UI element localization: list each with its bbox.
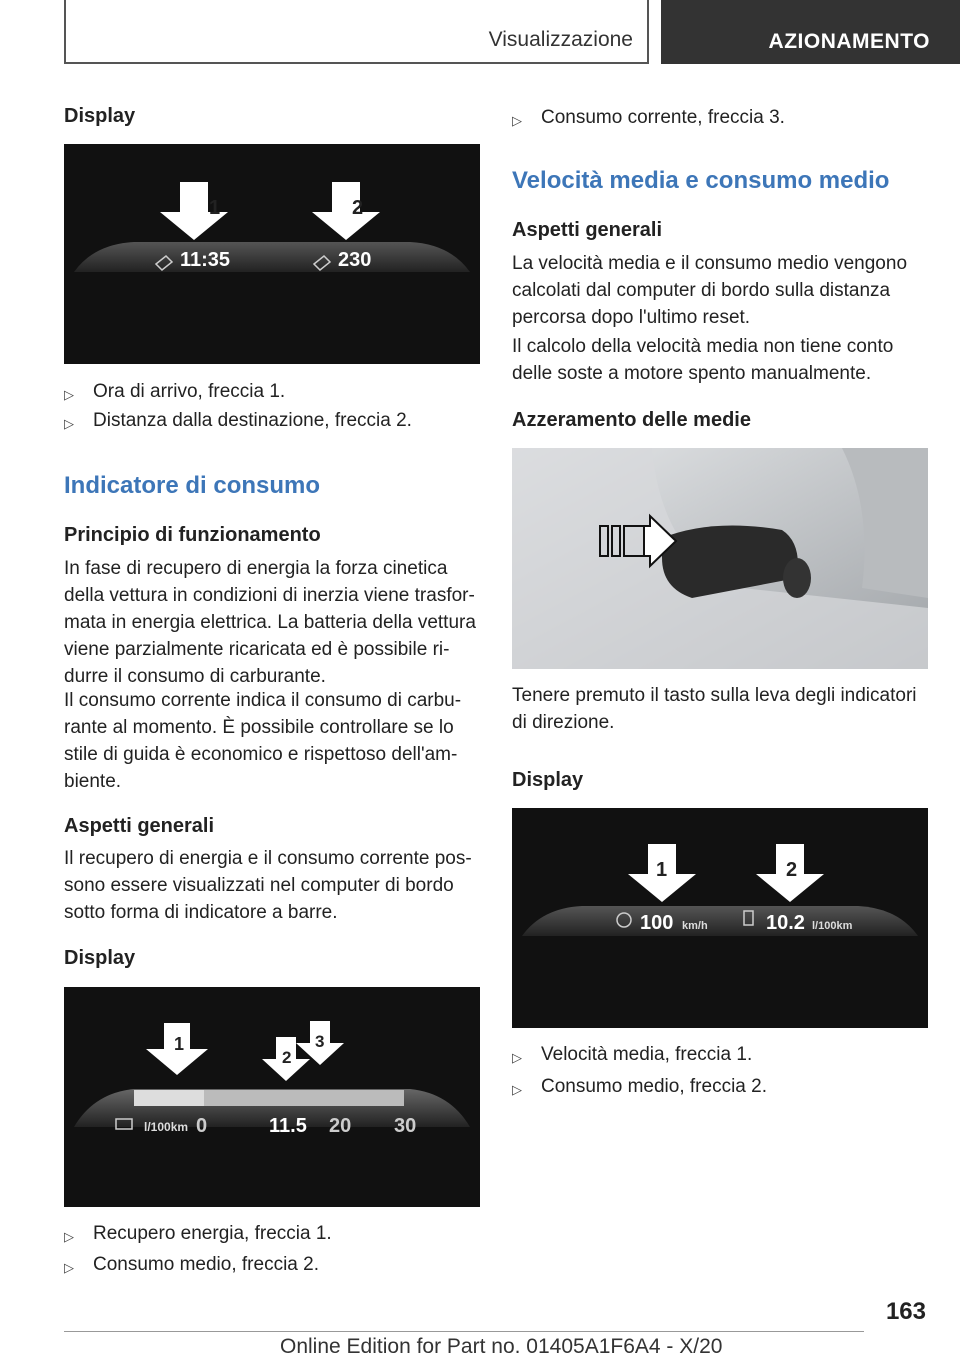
consumption-unit: l/100km (812, 920, 853, 932)
footer-edition: Online Edition for Part no. 01405A1F6A4 - X/20 (280, 1335, 723, 1358)
lever-image (512, 448, 928, 669)
triangle-bullet-icon: ▷ (512, 1050, 522, 1065)
subsection-title: Aspetti generali (512, 219, 663, 241)
speed-unit: km/h (682, 920, 708, 932)
arrow-label-1: 1 (174, 1034, 185, 1054)
display3-image (512, 808, 928, 1028)
display1-image (64, 144, 480, 364)
unit-label: l/100km (144, 1120, 189, 1134)
average-value: 11.5 (269, 1115, 307, 1137)
paragraph: Il calcolo della velocità media non tiene conto delle soste a motore spento manualmente. (512, 336, 894, 384)
triangle-bullet-icon: ▷ (64, 1260, 74, 1275)
bullet-item: ▷ Distanza dalla destinazione, freccia 2. (64, 407, 412, 434)
header-chapter: AZIONAMENTO (661, 0, 960, 64)
arrow-label-2: 2 (786, 859, 798, 881)
triangle-bullet-icon: ▷ (64, 416, 74, 431)
bullet-item: ▷ Velocità media, freccia 1. (512, 1041, 752, 1068)
footer-divider (64, 1331, 864, 1332)
arrow-label-3: 3 (315, 1032, 325, 1051)
arrow-label-2: 2 (282, 1048, 292, 1067)
distance-value: 230 (338, 249, 372, 271)
arrow-label-1: 1 (656, 859, 668, 881)
bullet-item: ▷ Recupero energia, freccia 1. (64, 1220, 332, 1247)
section-title: Indicatore di consumo (64, 472, 321, 499)
display2-image (64, 987, 480, 1207)
triangle-bullet-icon: ▷ (64, 387, 74, 402)
tick-0: 0 (196, 1115, 208, 1137)
subsection-title: Aspetti generali (64, 815, 215, 837)
display3-title: Display (512, 769, 584, 791)
display2-title: Display (64, 947, 136, 969)
bullet-item: ▷ Consumo medio, freccia 2. (64, 1251, 319, 1278)
subsection-title: Azzeramento delle medie (512, 409, 751, 431)
average-speed: 100 (640, 912, 674, 934)
tick-20: 20 (329, 1115, 352, 1137)
triangle-bullet-icon: ▷ (64, 1229, 74, 1244)
average-consumption: 10.2 (766, 912, 805, 934)
paragraph: La velocità media e il consumo medio vengono calcolati dal computer di bordo sulla distanza percorsa dopo l'ultimo reset. (512, 253, 908, 328)
triangle-bullet-icon: ▷ (512, 113, 522, 128)
paragraph: Il recupero di energia e il consumo corrente pos‐ sono essere visualizzati nel computer di bordo sotto forma di indicatore a barre. (64, 848, 472, 923)
arrival-time: 11:35 (180, 249, 231, 271)
subsection-title: Principio di funzionamento (64, 524, 321, 546)
page-number: 163 (885, 1298, 926, 1325)
section-title: Velocità media e consumo medio (512, 167, 890, 194)
bullet-item: ▷ Consumo medio, freccia 2. (512, 1073, 767, 1100)
arrow-label-1: 1 (209, 197, 221, 219)
bullet-item: ▷ Ora di arrivo, freccia 1. (64, 378, 285, 405)
paragraph: Il consumo corrente indica il consumo di carbu‐ rante al momento. È possibile controllare se lo stile di guida è economico e rispettoso dell'am‐ biente. (64, 690, 462, 792)
bullet-item: ▷ Consumo corrente, freccia 3. (512, 104, 785, 131)
paragraph: In fase di recupero di energia la forza cinetica della vettura in condizioni di inerzia viene trasfor‐ mata in energia elettrica. La batteria della vettura viene parzialmente ricaricata ed è possibile ri‐ durre il consumo di carburante. (64, 558, 476, 687)
arrow-label-2: 2 (352, 197, 364, 219)
paragraph: Tenere premuto il tasto sulla leva degli indicatori di direzione. (512, 685, 917, 733)
triangle-bullet-icon: ▷ (512, 1082, 522, 1097)
display1-title: Display (64, 105, 136, 127)
header-section: Visualizzazione (488, 28, 633, 51)
tick-30: 30 (394, 1115, 417, 1137)
